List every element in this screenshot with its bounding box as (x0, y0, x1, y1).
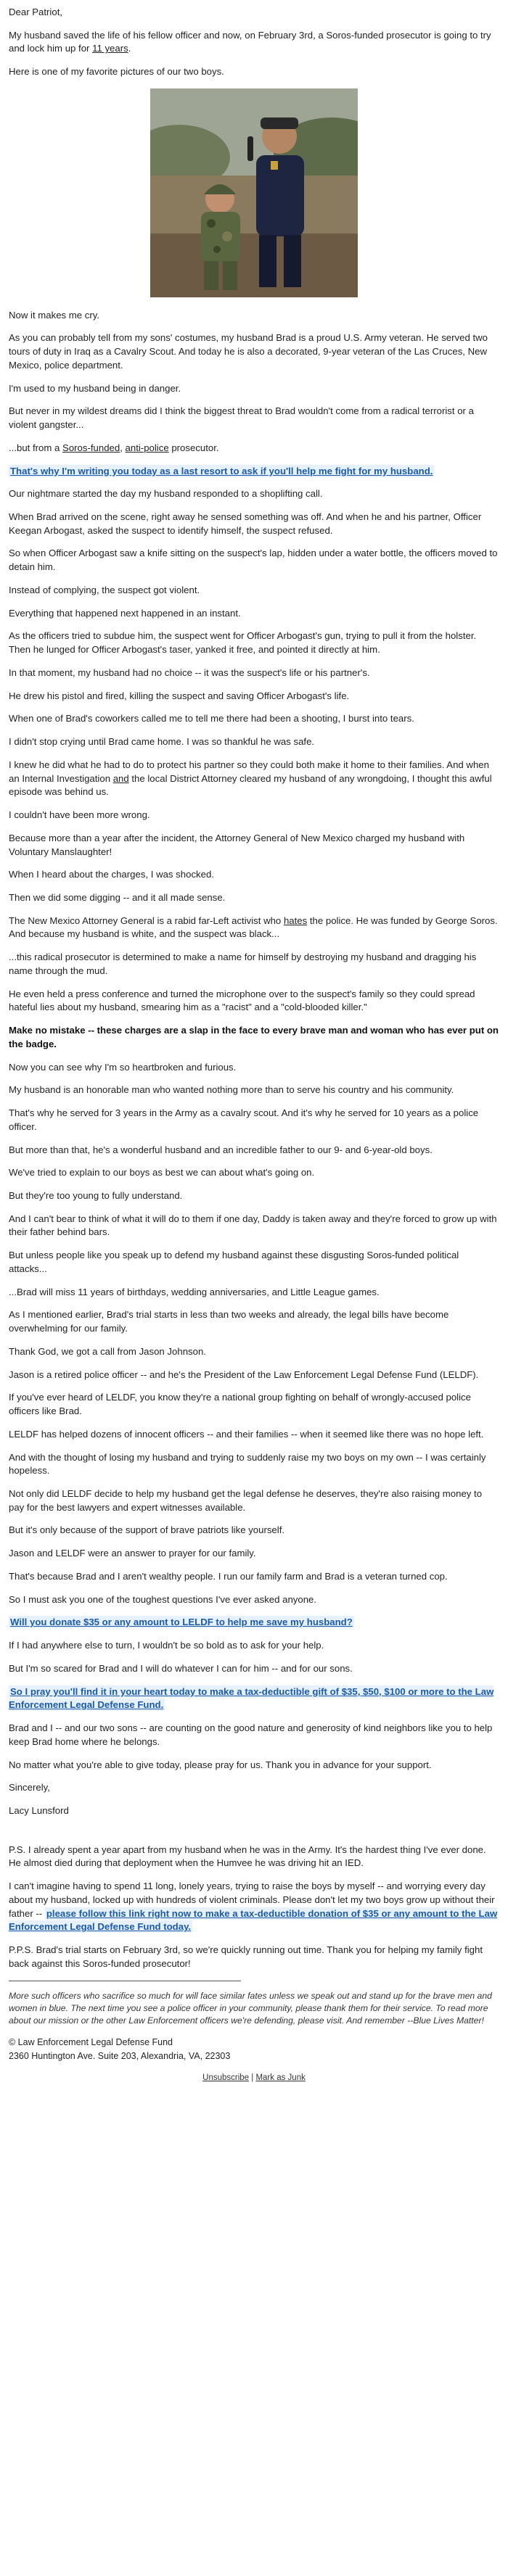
footer-note: More such officers who sacrifice so much for will face similar fates unless we speak out and stand up for the brave men and women in blue. The next time you see a police officer in your community, please thank them for their service. To read more about our mission or the other Law Enforcement officers we're defending, please visit. And remember --Blue Lives Matter! (9, 1990, 492, 2026)
paragraph-destroy: ...this radical prosecutor is determined to make a name for himself by destroying my husband and dragging his name through the mud. (9, 951, 477, 976)
paragraph-press-conference: He even held a press conference and turned the microphone over to the suspect's family so they could spread hateful lies about my husband, smearing him as a "racist" and a "cold-blooded killer." (9, 988, 475, 1013)
paragraph-digging: Then we did some digging -- and it all made sense. (9, 891, 226, 903)
paragraph-danger: I'm used to my husband being in danger. (9, 382, 181, 394)
greeting: Dear Patriot, (9, 7, 63, 17)
paragraph-too-young: But they're too young to fully understand. (9, 1189, 183, 1201)
photo-boy-police-leg-right (284, 235, 301, 287)
photo-boy-police-shirt (256, 155, 304, 236)
signoff: Sincerely, (9, 1782, 50, 1793)
hates-underline: hates (283, 915, 308, 926)
paragraph-struggle: As the officers tried to subdue him, the suspect went for Officer Arbogast's gun, trying to pull it from the holster. Then he lunged for Officer Arbogast's taser, yanked it free, and pointed it directly at him. (9, 630, 477, 656)
paragraph-crying: I didn't stop crying until Brad came home. I was so thankful he was safe. (9, 736, 315, 748)
paragraph-not-wealthy: That's because Brad and I aren't wealthy people. I run our family farm and Brad is a veteran turned cop. (9, 1570, 448, 1582)
paragraph-heartbroken: Now you can see why I'm so heartbroken and furious. (9, 1061, 237, 1073)
paragraph-cry: Now it makes me cry. (9, 309, 100, 321)
paragraph-choice: In that moment, my husband had no choice -- it was the suspect's life or his partner's. (9, 666, 370, 678)
photo-boy-army-leg-left (204, 261, 218, 290)
boys-photo (150, 88, 358, 297)
paragraph-wrong: I couldn't have been more wrong. (9, 809, 150, 821)
paragraph-attorney-general: The New Mexico Attorney General is a rabid far-Left activist who hates the police. He was funded by George Soros. And because my husband is white, and the suspect was black... (9, 915, 498, 940)
paragraph-legal-bills: As I mentioned earlier, Brad's trial starts in less than two weeks and already, the legal bills have become overwhelming for our family. (9, 1309, 449, 1334)
paragraph-honorable: My husband is an honorable man who wanted nothing more than to serve his country and his community. (9, 1084, 454, 1096)
photo-illustration (150, 88, 358, 297)
paragraph-intro: My husband saved the life of his fellow officer and now, on February 3rd, a Soros-funded prosecutor is going to try and lock him up for 11 years. (9, 29, 491, 54)
paragraph-jason-call: Thank God, we got a call from Jason Johnson. (9, 1345, 206, 1357)
signature: Lacy Lunsford (9, 1805, 69, 1817)
postscript-3: P.P.S. Brad's trial starts on February 3rd, so we're quickly running out time. Thank you for helping my family fight back against this Soros-funded prosecutor! (9, 1944, 483, 1969)
postscript-1: P.S. I already spent a year apart from my husband when he was in the Army. It's the hardest thing I've ever done. He almost died during that deployment when the Humvee he was driving hit an IED. (9, 1844, 486, 1869)
paragraph-nightmare: Our nightmare started the day my husband responded to a shoplifting call. (9, 488, 323, 500)
paragraph-raising-money: Not only did LELDF decide to help my husband get the legal defense he deserves, they're also raising money to pay for the best lawyers and expert witnesses available. (9, 1488, 483, 1513)
paragraph-veteran: As you can probably tell from my sons' costumes, my husband Brad is a proud U.S. Army veteran. He served two tours of duty in Iraq as a Cavalry Scout. And today he is also a decorated, 9-year veteran of the Las Cruces, New Mexico, police department. (9, 332, 488, 371)
paragraph-counting-on: Brad and I -- and our two sons -- are counting on the good nature and generosity of kind neighbors like you to help keep Brad home where he belongs. (9, 1722, 493, 1747)
photo-camo-spot-3 (213, 246, 221, 253)
paragraph-fired: He drew his pistol and fired, killing the suspect and saving Officer Arbogast's life. (9, 690, 350, 701)
ps-donation-link[interactable]: please follow this link right now to make a tax-deductible donation of $35 or any amount to the Law Enforcement Legal Defense Fund today. (9, 1907, 498, 1933)
soros-funded-link[interactable]: Soros-funded (62, 442, 120, 453)
paragraph-slap-in-face: Make no mistake -- these charges are a slap in the face to every brave man and woman who has ever put on the badge. (9, 1025, 499, 1049)
paragraph-hopeless: And with the thought of losing my husband and trying to suddenly raise my two boys on my own -- I was certainly hopeless. (9, 1451, 486, 1477)
paragraph-violent: Instead of complying, the suspect got violent. (9, 584, 200, 595)
cta-paragraph-2 (9, 1616, 499, 1630)
paragraph-prayer: Jason and LELDF were an answer to prayer for our family. (9, 1548, 256, 1559)
photo-boy-army-leg-right (223, 261, 237, 290)
org-address: 2360 Huntington Ave. Suite 203, Alexandria, VA, 22303 (9, 2051, 231, 2062)
cta-link-tax-deductible-gift[interactable]: So I pray you'll find it in your heart today to make a tax-deductible gift of $35, $50, $100 or more to the Law Enforcement Legal Defense Fund. (9, 1685, 494, 1711)
paragraph-jason-president: Jason is a retired police officer -- and he's the President of the Law Enforcement Legal Defense Fund (LELDF). (9, 1368, 479, 1380)
paragraph-knife: So when Officer Arbogast saw a knife sitting on the suspect's lap, hidden under a water bottle, the officers moved to detain him. (9, 548, 498, 573)
postscript-2: I can't imagine having to spend 11 long, lonely years, trying to raise the boys by myself -- and worrying every day about my husband, locked up with hundreds of violent criminals. Please don't let my two boys grow up without their father -- please follow this link right now to make a tax-deductible donation of $35 or any amount to the Law Enforcement Legal Defense Fund today. (9, 1881, 498, 1933)
paragraph-miss-years: ...Brad will miss 11 years of birthdays, wedding anniversaries, and Little League games. (9, 1286, 380, 1297)
and-underline: and (112, 772, 129, 784)
anti-police-link[interactable]: anti-police (125, 442, 169, 453)
paragraph-charged: Because more than a year after the incident, the Attorney General of New Mexico charged my husband with Voluntary Manslaughter! (9, 832, 465, 857)
org-name: © Law Enforcement Legal Defense Fund (9, 2036, 173, 2047)
paragraph-pray: No matter what you're able to give today, please pray for us. Thank you in advance for your support. (9, 1759, 432, 1770)
cta-link-donate-35[interactable]: Will you donate $35 or any amount to LELDF to help me save my husband? (10, 1617, 353, 1628)
paragraph-support: But it's only because of the support of brave patriots like yourself. (9, 1524, 285, 1536)
photo-camo-spot-2 (222, 231, 232, 242)
paragraph-call: When one of Brad's coworkers called me to tell me there had been a shooting, I burst into tears. (9, 713, 414, 724)
paragraph-scared: But I'm so scared for Brad and I will do whatever I can for him -- and for our sons. (9, 1662, 353, 1674)
photo-camo-spot-1 (207, 219, 216, 228)
paragraph-father: But more than that, he's a wonderful husband and an incredible father to our 9- and 6-year-old boys. (9, 1144, 433, 1155)
photo-boy-police-hair (261, 117, 298, 129)
unsubscribe-link[interactable]: Unsubscribe (202, 2073, 250, 2083)
paragraph-instant: Everything that happened next happened in an instant. (9, 607, 241, 619)
paragraph-leldf-helped: LELDF has helped dozens of innocent officers -- and their families -- when it seemed like there was no hope left. (9, 1428, 484, 1440)
paragraph-shocked: When I heard about the charges, I was shocked. (9, 869, 214, 880)
paragraph-toughest-question: So I must ask you one of the toughest questions I've ever asked anyone. (9, 1593, 317, 1605)
paragraph-prosecutor: ...but from a Soros-funded, anti-police prosecutor. (9, 442, 219, 453)
paragraph-behind-bars: And I can't bear to think of what it will do to them if one day, Daddy is taken away and they're forced to grow up with their father behind bars. (9, 1213, 497, 1238)
photo-container (9, 88, 499, 302)
unsubscribe-bar (9, 2072, 499, 2084)
paragraph-explain: We've tried to explain to our boys as best we can about what's going on. (9, 1167, 315, 1178)
spacer (9, 1828, 499, 1844)
cta-link-fight-for-husband[interactable]: That's why I'm writing you today as a last resort to ask if you'll help me fight for my husband. (10, 465, 433, 476)
photo-path (150, 234, 358, 297)
mark-as-junk-link[interactable]: Mark as Junk (255, 2073, 306, 2083)
paragraph-speak-up: But unless people like you speak up to defend my husband against these disgusting Soros-funded political attacks... (9, 1250, 459, 1274)
cta-paragraph-3 (9, 1685, 499, 1712)
photo-boy-army-shirt (201, 212, 240, 263)
paragraph-arrival: When Brad arrived on the scene, right away he sensed something was off. And when he and his partner, Officer Keegan Arbogast, asked the suspect to identify himself, the suspect refused. (9, 511, 482, 536)
eleven-years-underline: 11 years (92, 43, 128, 54)
photo-radio (247, 136, 253, 161)
paragraph-service: That's why he served for 3 years in the Army as a cavalry scout. And it's why he served for 10 years as a police officer. (9, 1107, 479, 1132)
paragraph-leldf-national: If you've ever heard of LELDF, you know they're a national group fighting on behalf of wrongly-accused police officers like Brad. (9, 1392, 471, 1417)
paragraph-photo-intro: Here is one of my favorite pictures of our two boys. (9, 66, 224, 78)
cta-paragraph-1 (9, 465, 499, 479)
paragraph-threat: But never in my wildest dreams did I think the biggest threat to Brad wouldn't come from a radical terrorist or a violent gangster... (9, 405, 474, 431)
paragraph-cleared: I knew he did what he had to do to protect his partner so they could both make it home to their families. And when an Internal Investigation and the local District Attorney cleared my husband of any wrongdoing, I thought this awful episode was behind us. (9, 759, 492, 798)
photo-boy-police-leg-left (259, 235, 276, 287)
paragraph-bold: If I had anywhere else to turn, I wouldn't be so bold as to ask for your help. (9, 1640, 324, 1651)
unsub-separator: | (249, 2073, 256, 2083)
photo-badge (271, 161, 278, 170)
